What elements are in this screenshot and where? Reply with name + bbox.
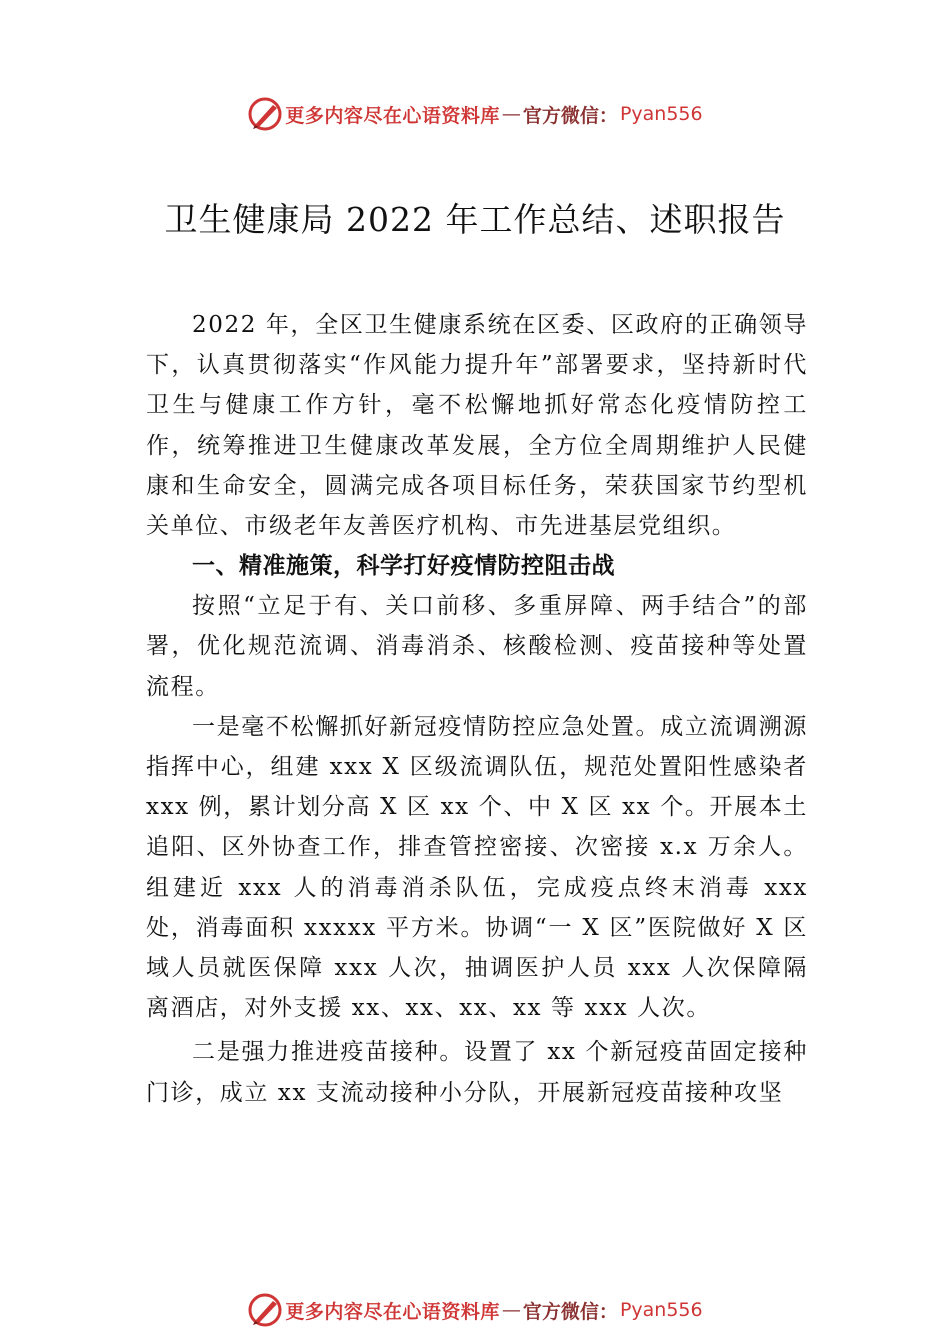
banner-separator: — (501, 103, 521, 125)
document-title: 卫生健康局 2022 年工作总结、述职报告 (164, 200, 786, 239)
header-banner (0, 94, 950, 134)
banner-label: 官方微信： (522, 1300, 618, 1323)
banner-separator: — (501, 1299, 521, 1321)
banner-label: 官方微信： (522, 104, 618, 127)
banner-handle: Pyan556 (619, 1299, 703, 1321)
banner-text: 更多内容尽在心语资料库 (285, 104, 500, 127)
intro-paragraph: 2022 年，全区卫生健康系统在区委、区政府的正确领导下，认真贯彻落实“作风能力提升年”部署要求，坚持新时代卫生与健康工作方针，毫不松懈地抓好常态化疫情防控工作，统筹推进卫生健康改革发展，全方位全周期维护人民健康和生命安全，圆满完成各项目标任务，荣获国家节约型机关单位、市级老年友善医疗机构、市先进基层党组织。 (146, 312, 808, 540)
section-paragraph: 按照“立足于有、关口前移、多重屏障、两手结合”的部署，优化规范流调、消毒消杀、核酸检测、疫苗接种等处置流程。 (146, 593, 808, 700)
section-heading: 一、精准施策，科学打好疫情防控阻击战 (192, 553, 615, 580)
footer-banner (0, 1290, 950, 1330)
pen-logo-icon (247, 96, 283, 132)
section-paragraph: 二是强力推进疫苗接种。设置了 xx 个新冠疫苗固定接种门诊，成立 xx 支流动接种小分队，开展新冠疫苗接种攻坚 (146, 1039, 808, 1106)
pen-logo-icon (247, 1292, 283, 1328)
document-body (146, 305, 808, 1113)
banner-handle: Pyan556 (619, 103, 703, 125)
banner-text: 更多内容尽在心语资料库 (285, 1300, 500, 1323)
section-paragraph: 一是毫不松懈抓好新冠疫情防控应急处置。成立流调溯源指挥中心，组建 xxx X 区级流调队伍，规范处置阳性感染者 xxx 例，累计划分高 X 区 xx 个、中 X 区 xx 个。开展本土追阳、区外协查工作，排查管控密接、次密接 x.x 万余人。组建近 xxx 人的消毒消杀队伍，完成疫点终末消毒 xxx 处，消毒面积 xxxxx 平方米。协调“一 X 区”医院做好 X 区域人员就医保障 xxx 人次，抽调医护人员 xxx 人次保障隔离酒店，对外支援 xx、xx、xx、xx 等 xxx 人次。 (146, 713, 808, 1022)
